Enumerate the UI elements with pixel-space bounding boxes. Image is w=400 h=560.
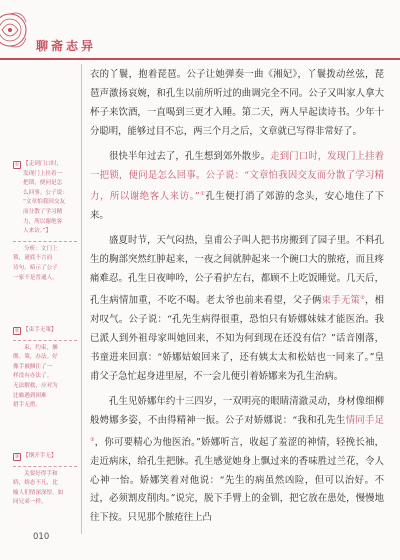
- paragraph: [90, 232, 384, 386]
- note-number-badge: ③: [14, 454, 20, 460]
- text-segment: 盛夏时节，天气闷热，皇甫公子叫人把书房搬到了园子里。不料孔生的胸部突然红肿起来，一夜之间就肿起来一个碗口大的脓疮，而且疼痛难忍。孔生日夜呻吟，公子看护左右，都顾不上吃饭睡觉。几天后，孔生病情加重，不吃不喝。老太爷也前来看望，父子俩: [90, 235, 384, 307]
- decorative-ornament-icon: [0, 2, 36, 60]
- text-segment: 很快半年过去了，孔生想到郊外散步。: [109, 150, 271, 162]
- highlighted-text: 束手无策: [321, 295, 361, 307]
- note-comment: 束，约束，捆: [24, 344, 58, 351]
- text-segment: 孔生见娇娜年约十三四岁，一双明亮的眼睛清澈灵动，身材像细柳般娉娜多姿，不由得精神一振。公子对娇娜说：“我和孔先生: [90, 395, 384, 426]
- note-line: 力，所以谢绝客: [23, 218, 63, 225]
- footnote-marker: ②: [360, 295, 365, 302]
- highlighted-text: 走到门口时，发现门上挂着一把锁，便问是怎么回事。公子说：“文章怕我因交友而分散了学习精力，所以谢绝客人来访。”: [90, 150, 384, 203]
- note-comment: 喻人们情深深厚，如: [13, 489, 64, 496]
- note-line: 把锁，便问是怎: [23, 180, 63, 187]
- note-comment: 锁，谜底不言而: [13, 255, 53, 262]
- paragraph: [90, 66, 384, 142]
- note-line: 发现门上挂着一: [23, 170, 63, 177]
- note-comment: 绑。策，办法。好: [13, 354, 58, 361]
- note-comment: 分析：文门上: [24, 245, 58, 252]
- main-text: [90, 66, 384, 528]
- annotation-note-1: [13, 160, 77, 283]
- header-divider: [0, 58, 400, 60]
- annotation-note-3: [13, 452, 77, 508]
- note-line: 么回事。公子说：: [23, 189, 68, 196]
- text-segment: 孔生便打消了郊游的念头，安心地住了下来。: [90, 191, 384, 222]
- note-line: 而分散了学习精: [23, 208, 63, 215]
- note-comment: 关要好得手和: [24, 470, 58, 477]
- page-header: [0, 0, 400, 62]
- footnote-marker: ③: [90, 436, 95, 443]
- note-line: 【走到门口时，: [23, 161, 63, 167]
- page-number: 010: [33, 532, 50, 542]
- note-comment: 措手无措。: [13, 402, 41, 409]
- note-comment: 同兄弟一样。: [13, 499, 47, 506]
- note-line: “文章怕我因交友: [23, 199, 66, 206]
- footnote-marker: ①: [199, 191, 206, 198]
- note-number-badge: ①: [14, 162, 20, 168]
- text-segment: ，你可要精心为他医治。”娇娜听言，收起了羞涩的神情，轻挽长袖，走近病床，给孔生把脉。孔生感觉她身上飘过来的香味胜过兰花，令人心神一怡。娇娜笑着对他说：“先生的病虽然凶险，但可以治好。不过，必须割皮削肉。”说完，脱下手臂上的金钏，把它放在患处，慢慢地往下按。只见那个脓疮往上凸: [90, 436, 384, 524]
- note-line: 人来访。”】: [23, 228, 52, 235]
- note-comment: 娇，娇态不凡，比: [13, 480, 58, 487]
- text-segment: 衣的丫鬟，抱着琵琶。公子让她弹奏一曲《湘妃》，丫鬟拨动丝弦，琵琶声激扬哀婉，和孔生以前所听过的曲调完全不同。公子又叫家人拿大杯子来饮酒，一直喝到三更才入睡。第二天，两人早起读诗书。少年十分聪明，能够过目不忘，两三个月之后，文章就已写得非常好了。: [90, 69, 384, 137]
- note-number-badge: ②: [14, 328, 20, 334]
- note-divider: [13, 241, 77, 242]
- column-divider: [81, 64, 82, 534]
- paragraph: [90, 148, 384, 227]
- paragraph: [90, 393, 384, 528]
- note-comment: 无法解救，应对为: [13, 382, 58, 389]
- book-title: 聊斋志异: [36, 39, 97, 53]
- note-comment: 样没有办法了。: [13, 373, 53, 380]
- annotation-note-2: [13, 326, 77, 411]
- highlighted-text: 情同手足: [345, 414, 384, 426]
- note-comment: 像手被捆住了一: [13, 363, 53, 370]
- text-segment: ，相对叹气。公子说：“孔先生病得很重，恐怕只有娇娜妹妹才能医治。我已派人到外祖母家叫她回来，不知为何到现在还没有信？”话音刚落，书童进来回禀：“娇娜姑娘回来了，还有姨太太和松姑也一同来了。”皇甫父子急忙起身进里屋，不一会儿便引着娇娜来为孔生治病。: [90, 295, 384, 382]
- note-line: 【纲开手无】: [23, 453, 57, 459]
- note-divider: [13, 466, 77, 467]
- note-comment: 比喻遇到困难: [13, 392, 47, 399]
- note-comment: 诗句，暗示了公子: [13, 264, 58, 271]
- note-line: 【束手无策】: [23, 327, 57, 333]
- note-comment: 一家不是普通人。: [13, 274, 58, 281]
- note-divider: [13, 340, 77, 341]
